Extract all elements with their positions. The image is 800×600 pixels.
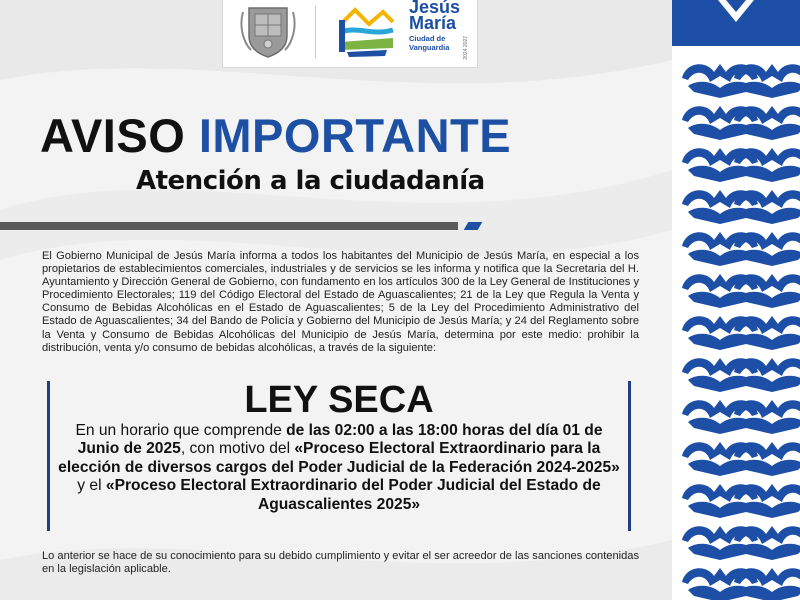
closing-paragraph: Lo anterior se hace de su conocimiento para su debido cumplimiento y evitar el ser acreedor de las sanciones contenidas en la legislación aplicable. xyxy=(42,550,639,576)
decorative-pattern-column xyxy=(672,0,800,600)
ley-seca-schedule: de las 02:00 a las 18:00 horas del día 01 de Junio de 2025 xyxy=(77,422,603,458)
pattern-icon xyxy=(672,0,800,600)
ley-seca-federal-process: «Proceso Electoral Extraordinario para la elección de diversos cargos del Poder Judicial de la Federación 2024-2025» xyxy=(58,440,620,476)
logo-header xyxy=(222,0,478,68)
title-word-aviso: AVISO xyxy=(40,109,186,162)
brand-name-line2: María xyxy=(409,13,457,33)
ley-seca-border-right xyxy=(628,381,631,531)
intro-paragraph: El Gobierno Municipal de Jesús María informa a todos los habitantes del Municipio de Jesús María, en especial a los propietarios de establecimientos comerciales, industriales y de servicios se les informa y notifica que la Secretaria del H. Ayuntamiento y Dirección General de Gobierno, con fundamento en los artículos 300 de la Ley General de Instituciones y Procedimiento Electorales; 119 del Código Electoral del Estado de Aguascalientes; 21 de la Ley que Regula la Venta y Consumo de Bebidas Alcohólicas en el Estado de Aguascalientes; 5 de la Ley del Procedimiento Administrativo del Estado de Aguascalientes; 34 del Bando de Policía y Gobierno del Municipio de Jesús María; y 24 del Reglamento sobre la Venta y Consumo de Bebidas Alcohólicas del Municipio de Jesús María, determina por este medio: prohibir la distribución, venta y/o consumo de bebidas alcohólicas, a través de la siguiente: xyxy=(42,250,639,354)
ley-seca-heading: LEY SECA xyxy=(244,379,434,421)
municipal-crest-icon xyxy=(239,2,297,58)
ley-seca-text-3: y el xyxy=(77,477,106,495)
page-subtitle: Atención a la ciudadanía xyxy=(136,166,485,196)
ley-seca-state-process: «Proceso Electoral Extraordinario del Poder Judicial del Estado de Aguascalientes 2025» xyxy=(105,477,601,513)
brand-tagline: Ciudad de Vanguardia xyxy=(409,34,450,52)
brand-name-line1: Jesús xyxy=(409,0,461,17)
ley-seca-text-1: En un horario que comprende xyxy=(75,422,287,439)
title-word-importante: IMPORTANTE xyxy=(198,109,512,162)
ley-seca-text-2: , con motivo del xyxy=(180,440,295,458)
brand-years: 2024 2027 xyxy=(463,36,469,60)
ley-seca-details xyxy=(56,422,622,514)
logo-divider xyxy=(315,6,316,58)
divider-bar xyxy=(0,222,458,230)
badge-chevron-icon xyxy=(716,0,756,28)
page-title xyxy=(40,108,650,164)
